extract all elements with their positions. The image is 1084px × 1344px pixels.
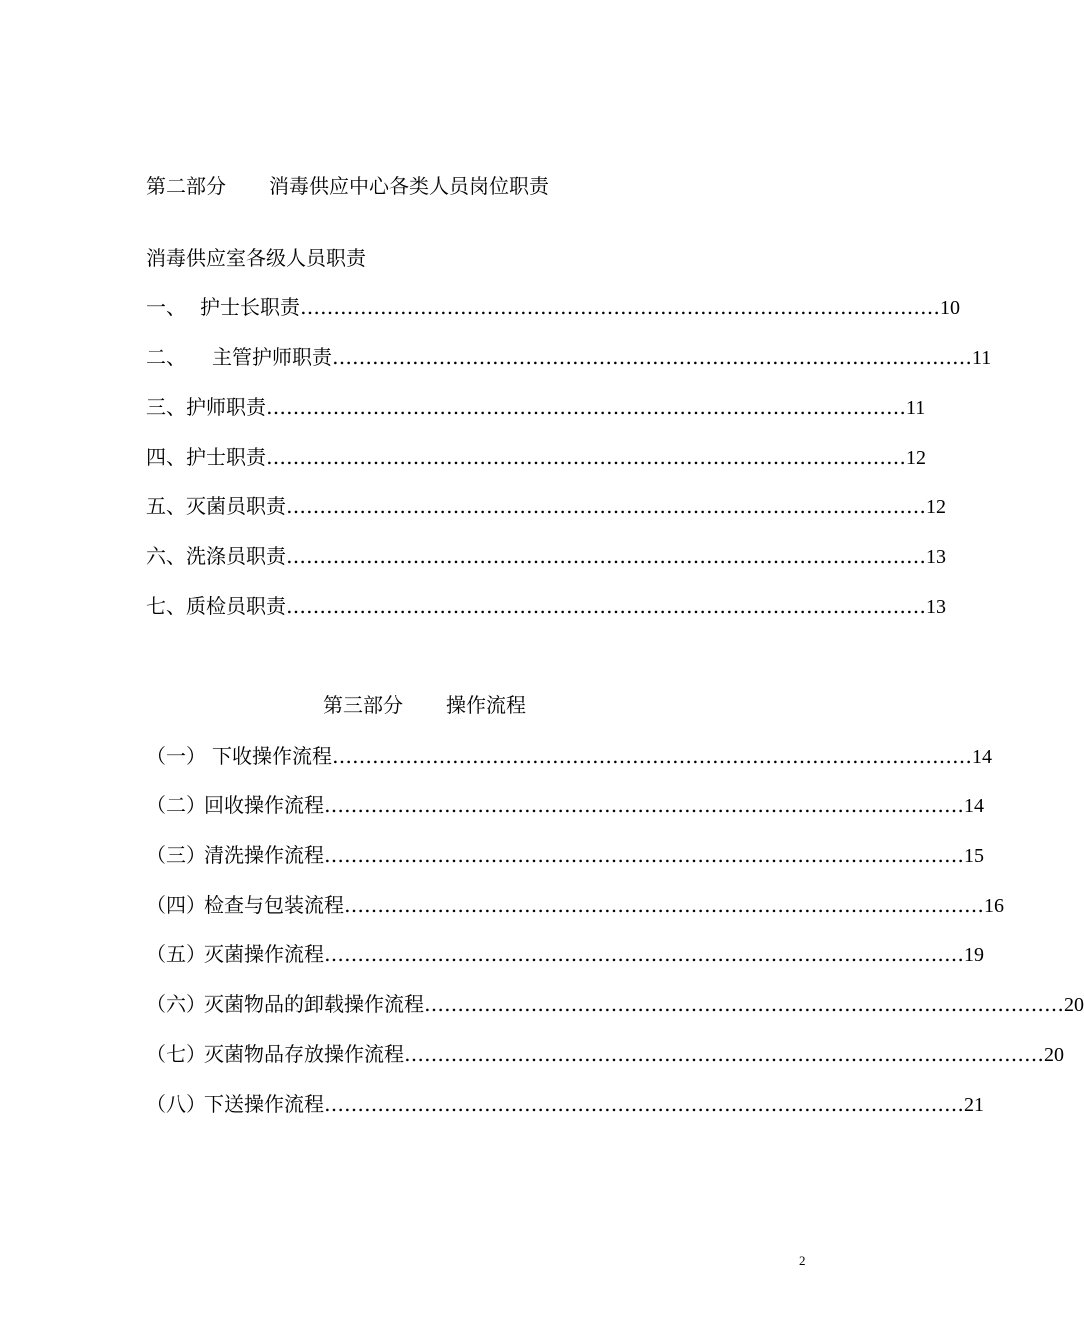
part2-heading-title: 消毒供应中心各类人员岗位职责: [269, 174, 549, 198]
toc-entry-title: 灭菌操作流程: [204, 942, 324, 966]
toc-leader-dots: ……………………………………………………………………………………: [324, 1092, 964, 1116]
toc-entry-number: （八）: [146, 1092, 206, 1116]
part3-heading-label: 第三部分: [323, 693, 403, 717]
toc-leader-dots: ……………………………………………………………………………………: [324, 942, 964, 966]
toc-leader-dots: ……………………………………………………………………………………: [286, 544, 926, 568]
toc-leader-dots: ……………………………………………………………………………………: [300, 295, 940, 319]
toc-entry-number: 二、: [146, 345, 186, 369]
toc-entry: [146, 294, 960, 321]
toc-entry-number: 三、: [146, 395, 186, 419]
toc-entry-title: 回收操作流程: [204, 793, 324, 817]
toc-entry: [146, 941, 984, 968]
toc-entry-title: 检查与包装流程: [204, 893, 344, 917]
toc-entry-title: 下送操作流程: [204, 1092, 324, 1116]
toc-entry-page: 12: [906, 447, 926, 469]
toc-entry-number: 六、: [146, 544, 186, 568]
toc-entry-title: 护士长职责: [200, 295, 300, 319]
toc-entry-title: 护士职责: [186, 445, 266, 469]
toc-entry-page: 10: [940, 297, 960, 319]
toc-entry-number: （五）: [146, 942, 206, 966]
toc-entry: [146, 842, 984, 869]
toc-entry-page: 11: [906, 397, 926, 419]
toc-leader-dots: ……………………………………………………………………………………: [332, 744, 972, 768]
toc-entry: [146, 1091, 984, 1118]
toc-leader-dots: ……………………………………………………………………………………: [286, 594, 926, 618]
toc-entry-title: 质检员职责: [186, 594, 286, 618]
toc-entry: [146, 543, 946, 570]
toc-leader-dots: ……………………………………………………………………………………: [324, 793, 964, 817]
toc-entry: [146, 493, 946, 520]
toc-entry-title: 灭菌员职责: [186, 494, 286, 518]
toc-entry-number: （七）: [146, 1042, 206, 1066]
toc-entry-title: 主管护师职责: [212, 345, 332, 369]
toc-entry-page: 11: [972, 347, 992, 369]
toc-entry-page: 13: [926, 546, 946, 568]
toc-entry-title: 灭菌物品的卸载操作流程: [204, 992, 424, 1016]
toc-entry-number: 四、: [146, 445, 186, 469]
toc-entry-number: 五、: [146, 494, 186, 518]
toc-entry-number: （一）: [146, 744, 206, 768]
toc-entry: [146, 792, 984, 819]
toc-entry-number: 一、: [146, 295, 186, 319]
toc-entry: [146, 892, 1004, 919]
toc-entry-page: 19: [964, 944, 984, 966]
toc-entry-number: （六）: [146, 992, 206, 1016]
toc-entry: [146, 593, 946, 620]
toc-leader-dots: ……………………………………………………………………………………: [404, 1042, 1044, 1066]
toc-leader-dots: ……………………………………………………………………………………: [332, 345, 972, 369]
toc-entry-page: 20: [1044, 1044, 1064, 1066]
toc-leader-dots: ……………………………………………………………………………………: [424, 992, 1064, 1016]
toc-entry-page: 14: [972, 746, 992, 768]
toc-entry-page: 13: [926, 596, 946, 618]
part2-subheading: 消毒供应室各级人员职责: [146, 246, 366, 270]
part3-heading-title: 操作流程: [446, 693, 526, 717]
toc-entry: [146, 991, 1084, 1018]
toc-leader-dots: ……………………………………………………………………………………: [344, 893, 984, 917]
page-number: 2: [799, 1253, 806, 1268]
toc-entry-page: 16: [984, 895, 1004, 917]
toc-entry-page: 15: [964, 845, 984, 867]
toc-entry-number: 七、: [146, 594, 186, 618]
toc-leader-dots: ……………………………………………………………………………………: [286, 494, 926, 518]
toc-entry-page: 21: [964, 1094, 984, 1116]
toc-entry: [146, 394, 926, 421]
toc-entry: [146, 344, 992, 371]
toc-entry-title: 洗涤员职责: [186, 544, 286, 568]
toc-leader-dots: ……………………………………………………………………………………: [266, 395, 906, 419]
toc-entry-title: 清洗操作流程: [204, 843, 324, 867]
toc-leader-dots: ……………………………………………………………………………………: [266, 445, 906, 469]
toc-leader-dots: ……………………………………………………………………………………: [324, 843, 964, 867]
toc-entry: [146, 1041, 1064, 1068]
toc-entry-title: 下收操作流程: [212, 744, 332, 768]
toc-entry-page: 20: [1064, 994, 1084, 1016]
toc-entry-page: 14: [964, 795, 984, 817]
toc-entry-number: （二）: [146, 793, 206, 817]
toc-entry-title: 灭菌物品存放操作流程: [204, 1042, 404, 1066]
toc-entry: [146, 444, 926, 471]
toc-entry: [146, 743, 992, 770]
toc-entry-page: 12: [926, 496, 946, 518]
toc-entry-number: （三）: [146, 843, 206, 867]
toc-entry-number: （四）: [146, 893, 206, 917]
toc-entry-title: 护师职责: [186, 395, 266, 419]
part2-heading-label: 第二部分: [146, 174, 226, 198]
